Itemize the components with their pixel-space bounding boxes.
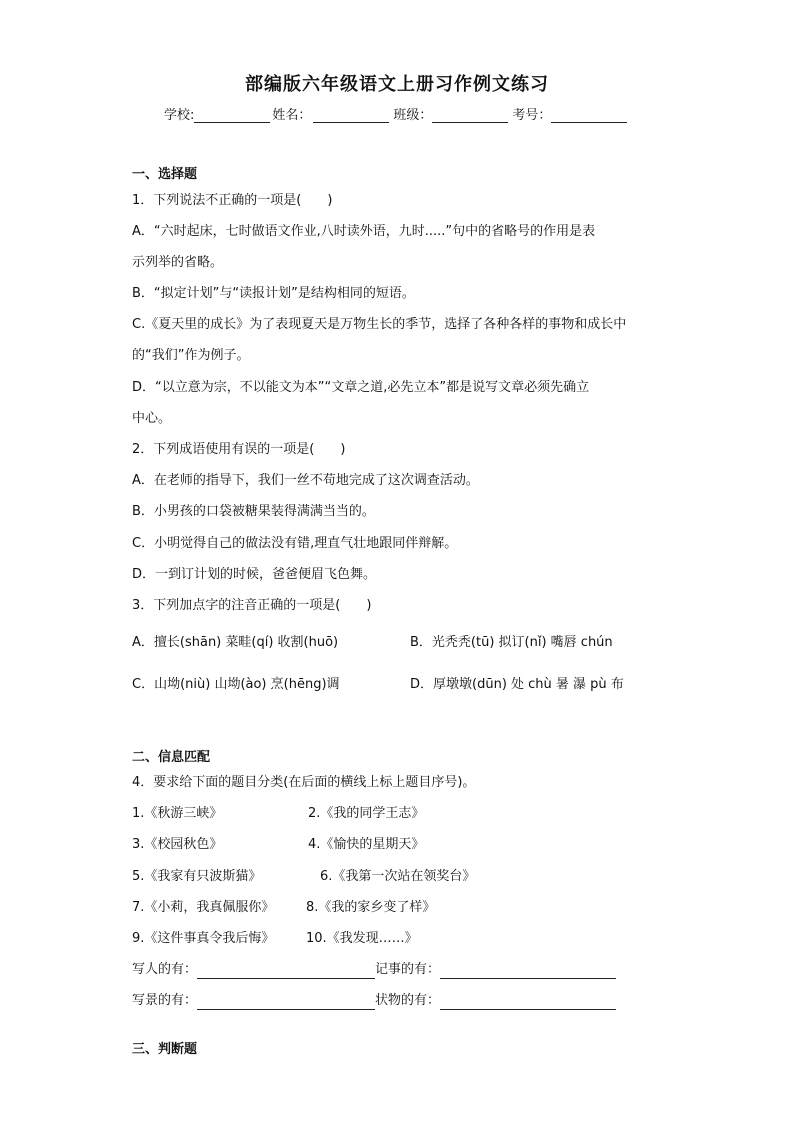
list-item: 9.《这件事真令我后悔》 xyxy=(132,931,275,946)
school-label: 学校: xyxy=(164,108,195,123)
answer-row-scene xyxy=(132,992,616,1010)
question-1-option-a: A．“六时起床，七时做语文作业,八时读外语，九时.....”句中的省略号的作用是表 xyxy=(132,224,596,239)
class-field[interactable] xyxy=(432,108,508,123)
question-3-option-c: C．山坳(niù) 山坳(ào) 烹(hēng)调 xyxy=(132,677,340,692)
list-item: 7.《小莉，我真佩服你》 xyxy=(132,900,275,915)
question-3-option-b: B．光秃秃(tū) 拟订(nǐ) 嘴唇 chún xyxy=(410,635,613,650)
number-field[interactable] xyxy=(551,108,627,123)
section-heading-judgment: 三、判断题 xyxy=(132,1042,198,1057)
question-2-option-d: D．一到订计划的时候，爸爸便眉飞色舞。 xyxy=(132,567,377,582)
question-1-option-d-cont: 中心。 xyxy=(132,411,172,426)
object-answer-field[interactable] xyxy=(440,995,616,1010)
question-2-option-b: B．小男孩的口袋被糖果装得满满当当的。 xyxy=(132,504,375,519)
question-2-option-c: C．小明觉得自己的做法没有错,理直气壮地跟同伴辩解。 xyxy=(132,536,458,551)
number-label: 考号： xyxy=(512,108,552,123)
list-item: 10.《我发现……》 xyxy=(306,931,418,946)
question-2-option-a: A．在老师的指导下，我们一丝不苟地完成了这次调查活动。 xyxy=(132,473,479,488)
question-1-option-c-cont: 的“我们”作为例子。 xyxy=(132,348,250,363)
person-label: 写人的有： xyxy=(132,962,198,977)
object-label: 状物的有： xyxy=(375,993,441,1008)
list-item: 1.《秋游三峡》 xyxy=(132,806,223,821)
question-1-option-d: D．“以立意为宗，不以能文为本”“文章之道,必先立本”都是说写文章必须先确立 xyxy=(132,380,590,395)
name-label: 姓名： xyxy=(272,108,312,123)
student-info-row xyxy=(164,104,629,123)
question-1-option-b: B．“拟定计划”与“读报计划”是结构相同的短语。 xyxy=(132,286,415,301)
list-item: 8.《我的家乡变了样》 xyxy=(306,900,436,915)
question-4-stem: 4．要求给下面的题目分类(在后面的横线上标上题目序号)。 xyxy=(132,775,476,790)
name-field[interactable] xyxy=(313,108,389,123)
question-3-stem: 3．下列加点字的注音正确的一项是( ) xyxy=(132,598,372,613)
list-item: 4.《愉快的星期天》 xyxy=(308,837,425,852)
scene-label: 写景的有： xyxy=(132,993,198,1008)
scene-answer-field[interactable] xyxy=(197,995,375,1010)
question-1-option-a-cont: 示列举的省略。 xyxy=(132,255,224,270)
answer-row-person xyxy=(132,961,616,979)
person-answer-field[interactable] xyxy=(197,964,375,979)
list-item: 5.《我家有只波斯猫》 xyxy=(132,869,262,884)
section-heading-choice: 一、选择题 xyxy=(132,167,198,182)
question-2-stem: 2．下列成语使用有误的一项是( ) xyxy=(132,442,346,457)
school-field[interactable] xyxy=(194,108,270,123)
event-answer-field[interactable] xyxy=(440,964,616,979)
section-heading-matching: 二、信息匹配 xyxy=(132,750,211,765)
list-item: 2.《我的同学王志》 xyxy=(308,806,425,821)
page-title: 部编版六年级语文上册习作例文练习 xyxy=(245,74,549,95)
question-1-stem: 1．下列说法不正确的一项是( ) xyxy=(132,193,333,208)
class-label: 班级： xyxy=(393,108,433,123)
event-label: 记事的有： xyxy=(375,962,441,977)
question-3-option-d: D．厚墩墩(dūn) 处 chù 暑 瀑 pù 布 xyxy=(410,677,624,692)
list-item: 3.《校园秋色》 xyxy=(132,837,223,852)
question-3-option-a: A．擅长(shān) 菜畦(qí) 收割(huō) xyxy=(132,635,339,650)
list-item: 6.《我第一次站在领奖台》 xyxy=(320,869,476,884)
question-1-option-c: C.《夏天里的成长》为了表现夏天是万物生长的季节，选择了各种各样的事物和成长中 xyxy=(132,317,627,332)
